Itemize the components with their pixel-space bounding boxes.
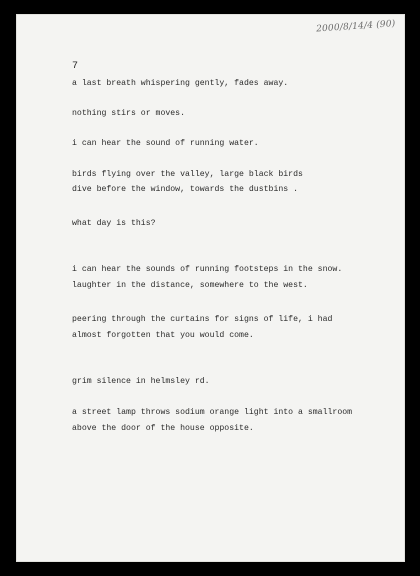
typescript-page: [16, 14, 405, 562]
text-line: what day is this?: [72, 219, 156, 228]
text-line: birds flying over the valley, large black birds: [72, 170, 303, 179]
text-line: peering through the curtains for signs of life, i had: [72, 315, 333, 324]
text-line: a street lamp throws sodium orange light into a smallroom: [72, 408, 353, 417]
text-line: above the door of the house opposite.: [72, 424, 254, 433]
text-line: i can hear the sound of running water.: [72, 139, 259, 148]
page-number: 7: [72, 61, 79, 72]
handwritten-annotation: 2000/8/14/4 (90): [315, 19, 396, 35]
text-line: dive before the window, towards the dustbins .: [72, 185, 299, 194]
text-line: nothing stirs or moves.: [72, 109, 186, 118]
text-line: a last breath whispering gently, fades away.: [72, 79, 289, 88]
text-line: i can hear the sounds of running footsteps in the snow.: [72, 265, 343, 274]
text-line: laughter in the distance, somewhere to the west.: [72, 281, 308, 290]
text-line: almost forgotten that you would come.: [72, 331, 254, 340]
text-line: grim silence in helmsley rd.: [72, 377, 210, 386]
